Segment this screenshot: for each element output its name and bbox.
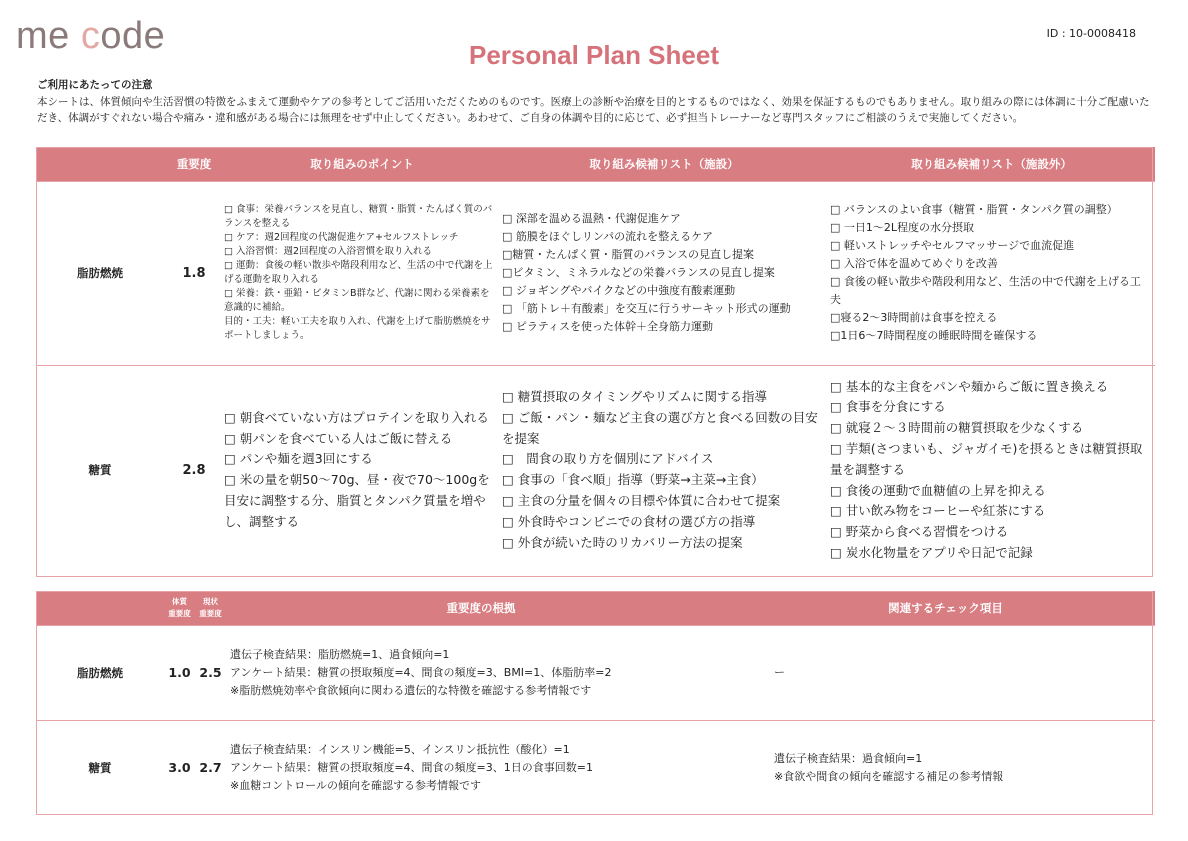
row-label: 脂肪燃焼 [36,181,164,365]
list-item: □ 主食の分量を個々の目標や体質に合わせて提案 [502,493,781,509]
basis-table [36,591,1155,815]
table-row [36,625,1155,720]
header-facility: 取り組み候補リスト（施設） [500,147,828,181]
list-item: □ 基本的な主食をパンや麺からご飯に置き換える [830,378,1109,394]
list-item: □ 野菜から食べる習慣をつける [830,524,1009,540]
header-current-importance [195,591,226,625]
list-item: □ 栄養：鉄・亜鉛・ビタミンB群など、代謝に関わる栄養素を意識的に補給。 [224,288,490,313]
basis-cell [226,720,736,815]
document-id: ID : 10-0008418 [1046,27,1136,40]
basis-line: アンケート結果：糖質の摂取頻度=4、間食の頻度=3、1日の食事回数=1 [230,760,593,774]
list-item: □ 「筋トレ＋有酸素」を交互に行うサーキット形式の運動 [502,302,791,315]
related-line: 遺伝子検査結果：過食傾向=1 [774,751,923,765]
related-checks-cell [736,625,1155,720]
facility-cell [500,365,828,575]
sub-header-line: 体質 [172,596,187,606]
list-item: □ 入浴で体を温めてめぐりを改善 [830,257,998,270]
basis-line: ※血糖コントロールの傾向を確認する参考情報です [230,778,481,792]
current-score: 2.7 [195,720,226,815]
list-item: □1日6〜7時間程度の睡眠時間を確保する [830,329,1038,342]
list-item: □ ジョギングやバイクなどの中強度有酸素運動 [502,284,736,297]
header-outside: 取り組み候補リスト（施設外） [828,147,1155,181]
notice-heading: ご利用にあたっての注意 [37,79,153,91]
outside-list [830,201,1149,345]
outside-list [830,377,1151,564]
list-item: □ 食事：栄養バランスを見直し、糖質・脂質・たんぱく質のバランスを整える [224,204,493,229]
list-item: □ 朝食べていない方はプロテインを取り入れる [224,409,489,425]
points-cell [224,181,500,365]
list-item: □ パンや麺を週3回にする [224,451,373,467]
basis-line: アンケート結果：糖質の摂取頻度=4、間食の頻度=3、BMI=1、体脂肪率=2 [230,665,612,679]
list-item: □ 入浴習慣：週2回程度の入浴習慣を取り入れる [224,246,433,257]
list-item: □ ピラティスを使った体幹＋全身筋力運動 [502,320,714,333]
list-item: □ 深部を温める温熱・代謝促進ケア [502,212,681,225]
basis-cell [226,625,736,720]
header-points: 取り組みのポイント [224,147,500,181]
row-label: 糖質 [36,365,164,575]
basis-line: 遺伝子検査結果：脂肪燃焼=1、過食傾向=1 [230,647,450,661]
points-list [224,408,494,533]
header-basis: 重要度の根拠 [226,591,736,625]
list-item: □ 外食時やコンビニでの食材の選び方の指導 [502,513,756,529]
header-blank [36,591,164,625]
list-item: 目的・工夫：軽い工夫を取り入れ、代謝を上げて脂肪燃焼をサポートしましょう。 [224,316,491,341]
header-blank [36,147,164,181]
list-item: □ 炭水化物量をアプリや日記で記録 [830,545,1033,561]
list-item: □ 芋類(さつまいも、ジャガイモ)を摂るときは糖質摂取量を調整する [830,441,1143,477]
facility-cell [500,181,828,365]
table-row [36,365,1155,575]
plan-table-header [36,147,1155,181]
related-checks-cell [736,720,1155,815]
related-line: ー [774,665,785,679]
related-line: ※食欲や間食の傾向を確認する補足の参考情報 [774,769,1004,783]
list-item: □ 間食の取り方を個別にアドバイス [502,451,714,467]
basis-line: 遺伝子検査結果：インスリン機能=5、インスリン抵抗性（酸化）=1 [230,742,570,756]
basis-table-header [36,591,1155,625]
row-label: 糖質 [36,720,164,815]
list-item: □寝る2〜3時間前は食事を控える [830,311,998,324]
row-label: 脂肪燃焼 [36,625,164,720]
notice-body: 本シートは、体質傾向や生活習慣の特徴をふまえて運動やケアの参考としてご活用いただくためのものです。医療上の診断や治療を目的とするものではなく、効果を保証するものでもありません。取り組みの際には体調に十分ご配慮いただき、体調がすぐれない場合や痛み・違和感がある場合には無理をせず中止してください。あわせて、ご自身の体調や目的に応じて、必ず担当トレーナーなど専門スタッフにご相談のうえで実施してください。 [37,95,1150,124]
list-item: □ 運動：食後の軽い散歩や階段利用など、生活の中で代謝を上げる運動を取り入れる [224,260,493,285]
importance-score: 1.8 [164,181,224,365]
list-item: □ バランスのよい食事（糖質・脂質・タンパク質の調整） [830,203,1118,216]
sub-header-line: 現状 [203,596,218,606]
usage-notice [37,77,1155,127]
outside-cell [828,365,1155,575]
list-item: □糖質・たんぱく質・脂質のバランスの見直し提案 [502,248,755,261]
header-constitution-importance [164,591,195,625]
basis-line: ※脂肪燃焼効率や食欲傾向に関わる遺伝的な特徴を確認する参考情報です [230,683,592,697]
list-item: □ 食後の軽い散歩や階段利用など、生活の中で代謝を上げる工夫 [830,275,1141,306]
table-row [36,720,1155,815]
facility-list [502,210,828,336]
header-related-checks: 関連するチェック項目 [736,591,1155,625]
constitution-score: 1.0 [164,625,195,720]
list-item: □ 一日1〜2L程度の水分摂取 [830,221,975,234]
list-item: □ 就寝２～３時間前の糖質摂取を少なくする [830,420,1084,436]
page-title: Personal Plan Sheet [469,40,719,70]
brand-logo: me code [16,15,166,57]
list-item: □ ケア：週2回程度の代謝促進ケア+セルフストレッチ [224,232,459,243]
sub-header-line: 重要度 [199,608,222,618]
list-item: □ 食後の運動で血糖値の上昇を抑える [830,482,1046,498]
list-item: □ビタミン、ミネラルなどの栄養バランスの見直し提案 [502,266,775,279]
list-item: □ 米の量を朝50〜70g、昼・夜で70〜100gを目安に調整する分、脂質とタンパク質量を増やし、調整する [224,472,490,529]
list-item: □ 朝パンを食べている人はご飯に替える [224,430,453,446]
table-row [36,181,1155,365]
plan-table [36,147,1155,575]
list-item: □ 糖質摂取のタイミングやリズムに関する指導 [502,389,768,405]
list-item: □ 筋膜をほぐしリンパの流れを整えるケア [502,230,714,243]
list-item: □ 外食が続いた時のリカバリー方法の提案 [502,534,743,550]
list-item: □ 食事を分食にする [830,399,946,415]
outside-cell [828,181,1155,365]
constitution-score: 3.0 [164,720,195,815]
facility-list [502,387,824,553]
header-importance: 重要度 [164,147,224,181]
list-item: □ 食事の「食べ順」指導（野菜→主菜→主食） [502,472,764,488]
sub-header-line: 重要度 [168,608,191,618]
importance-score: 2.8 [164,365,224,575]
points-list [224,203,494,343]
list-item: □ 甘い飲み物をコーヒーや紅茶にする [830,503,1046,519]
list-item: □ ご飯・パン・麺など主食の選び方と食べる回数の目安を提案 [502,409,818,446]
list-item: □ 軽いストレッチやセルフマッサージで血流促進 [830,239,1075,252]
current-score: 2.5 [195,625,226,720]
points-cell [224,365,500,575]
